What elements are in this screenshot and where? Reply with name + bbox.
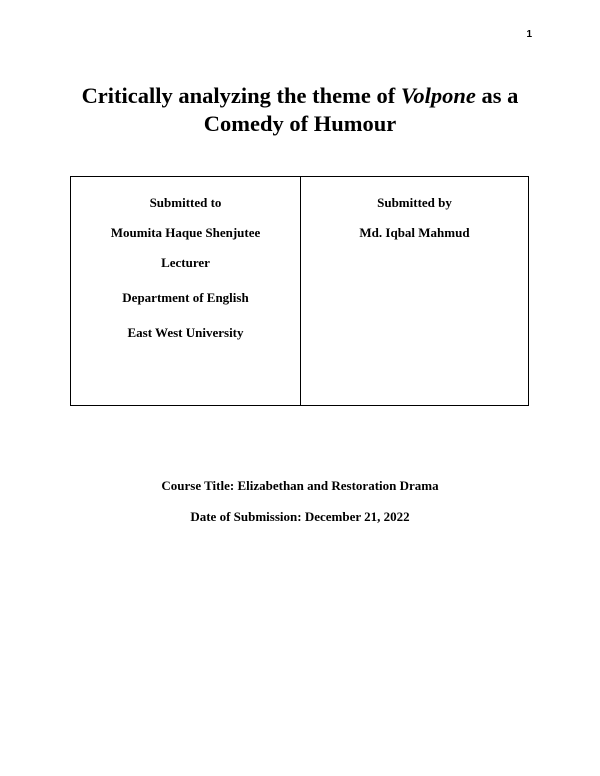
document-title — [40, 82, 560, 138]
submitted-by-column — [301, 177, 528, 405]
title-text-end: as a — [475, 83, 519, 108]
submitted-to-heading: Submitted to — [149, 195, 222, 210]
submission-date: Date of Submission: December 21, 2022 — [190, 509, 410, 524]
instructor-designation: Lecturer — [161, 255, 210, 270]
submitted-to-column — [71, 177, 301, 405]
page-number: 1 — [526, 29, 532, 40]
title-play-name: Volpone — [400, 83, 476, 108]
submission-info-box — [70, 176, 529, 406]
instructor-university: East West University — [127, 325, 244, 340]
title-line-1 — [40, 82, 560, 110]
instructor-name: Moumita Haque Shenjutee — [110, 225, 261, 240]
student-name: Md. Iqbal Mahmud — [359, 225, 470, 240]
title-line-2: Comedy of Humour — [203, 111, 397, 136]
course-title: Course Title: Elizabethan and Restoration Drama — [161, 478, 439, 493]
title-text-start: Critically analyzing the theme of — [81, 83, 401, 108]
submitted-by-heading: Submitted by — [377, 195, 452, 210]
instructor-department: Department of English — [122, 290, 249, 305]
